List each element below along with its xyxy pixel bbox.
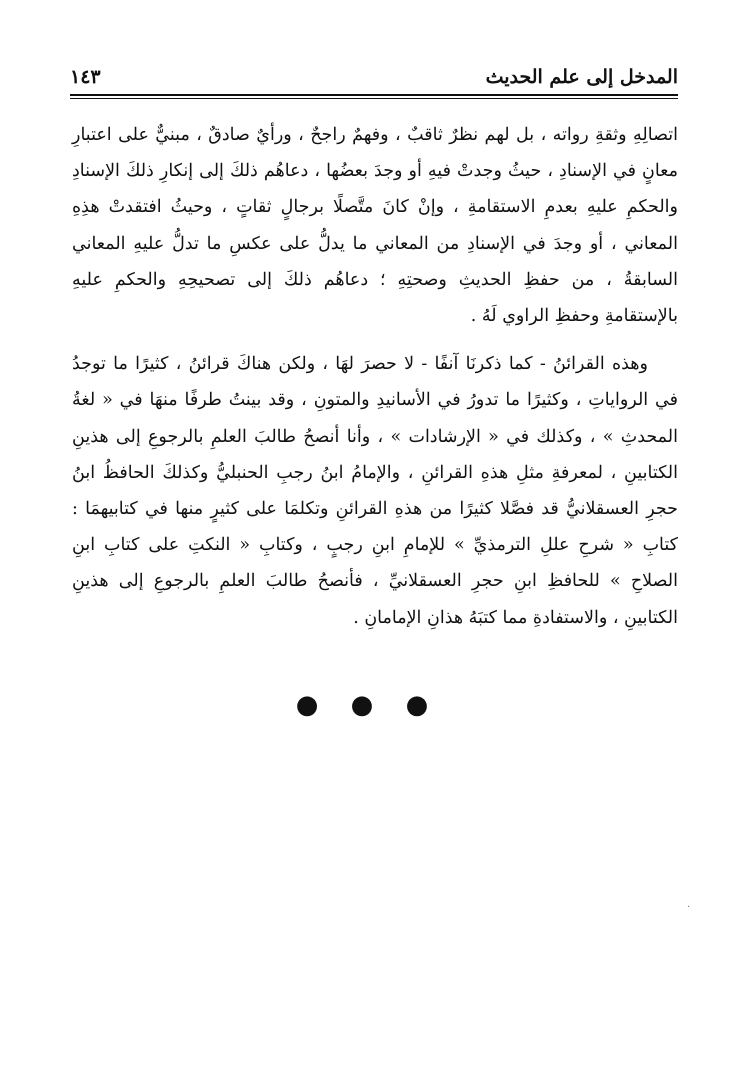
paragraph-1: اتصالِهِ وثقةِ رواته ، بل لهم نظرٌ ثاقبٌ ، وفهمٌ راجحٌ ، ورأيٌ صادقٌ ، مبنيٌّ على اعتبارِ معانٍ في الإسنادِ ، حيثُ وجدتْ فيهِ أو وجدَ بعضُها ، دعاهُم ذلكَ إلى إنكارِ ذلكَ الإسنادِ والحكمِ عليهِ بعدمِ الاستقامةِ ، وإنْ كانَ متَّصلًا برجالٍ ثقاتٍ ، وحيثُ افتقدتْ هذِهِ المعاني ، أو وجدَ في الإسنادِ من المعاني ما يدلُّ على عكسِ ما تدلُّ عليهِ المعاني السابقةُ ، من حفظِ الحديثِ وصحتِهِ ؛ دعاهُم ذلكَ إلى تصحيحِهِ والحكمِ عليهِ بالإستقامةِ وحفظِ الراوي لَهُ . [72,125,678,327]
body-text [72,117,678,636]
section-divider: ● ● ● [295,690,441,720]
header-rule [70,94,678,96]
header-rule-thin [70,98,678,99]
scan-speck: · [687,902,691,913]
paragraph-2: وهذه القرائنُ - كما ذكرنَا آنفًا - لا حصرَ لهَا ، ولكن هناكَ قرائنُ ، كثيرًا ما توجدُ في الرواياتِ ، وكثيرًا ما تدورُ في الأسانيدِ والمتونِ ، وقد بينتُ طرفًا منهَا في « لغةُ المحدثِ » ، وكذلك في « الإرشادات » ، وأنا أنصحُ طالبَ العلمِ بالرجوعِ إلى هذينِ الكتابينِ ، لمعرفةِ مثلِ هذهِ القرائنِ ، والإمامُ ابنُ رجبِ الحنبليُّ وكذلكَ الحافظُ ابنُ حجرِ العسقلانيُّ قد فصَّلا كثيرًا من هذهِ القرائنِ وتكلمَا على كثيرٍ منها في كتابيهمَا : كتابِ « شرحِ عللِ الترمذيِّ » للإمامِ ابنِ رجبٍ ، وكتابِ « النكتِ على كتابِ ابنِ الصلاحِ » للحافظِ ابنِ حجرِ العسقلانيِّ ، فأنصحُ طالبَ العلمِ بالرجوعِ إلى هذينِ الكتابينِ ، والاستفادةِ مما كتبَهُ هذانِ الإمامانِ . [72,354,678,628]
page-header [70,60,678,100]
page-number: ١٤٣ [70,66,101,88]
running-title: المدخل إلى علم الحديث [485,66,678,88]
